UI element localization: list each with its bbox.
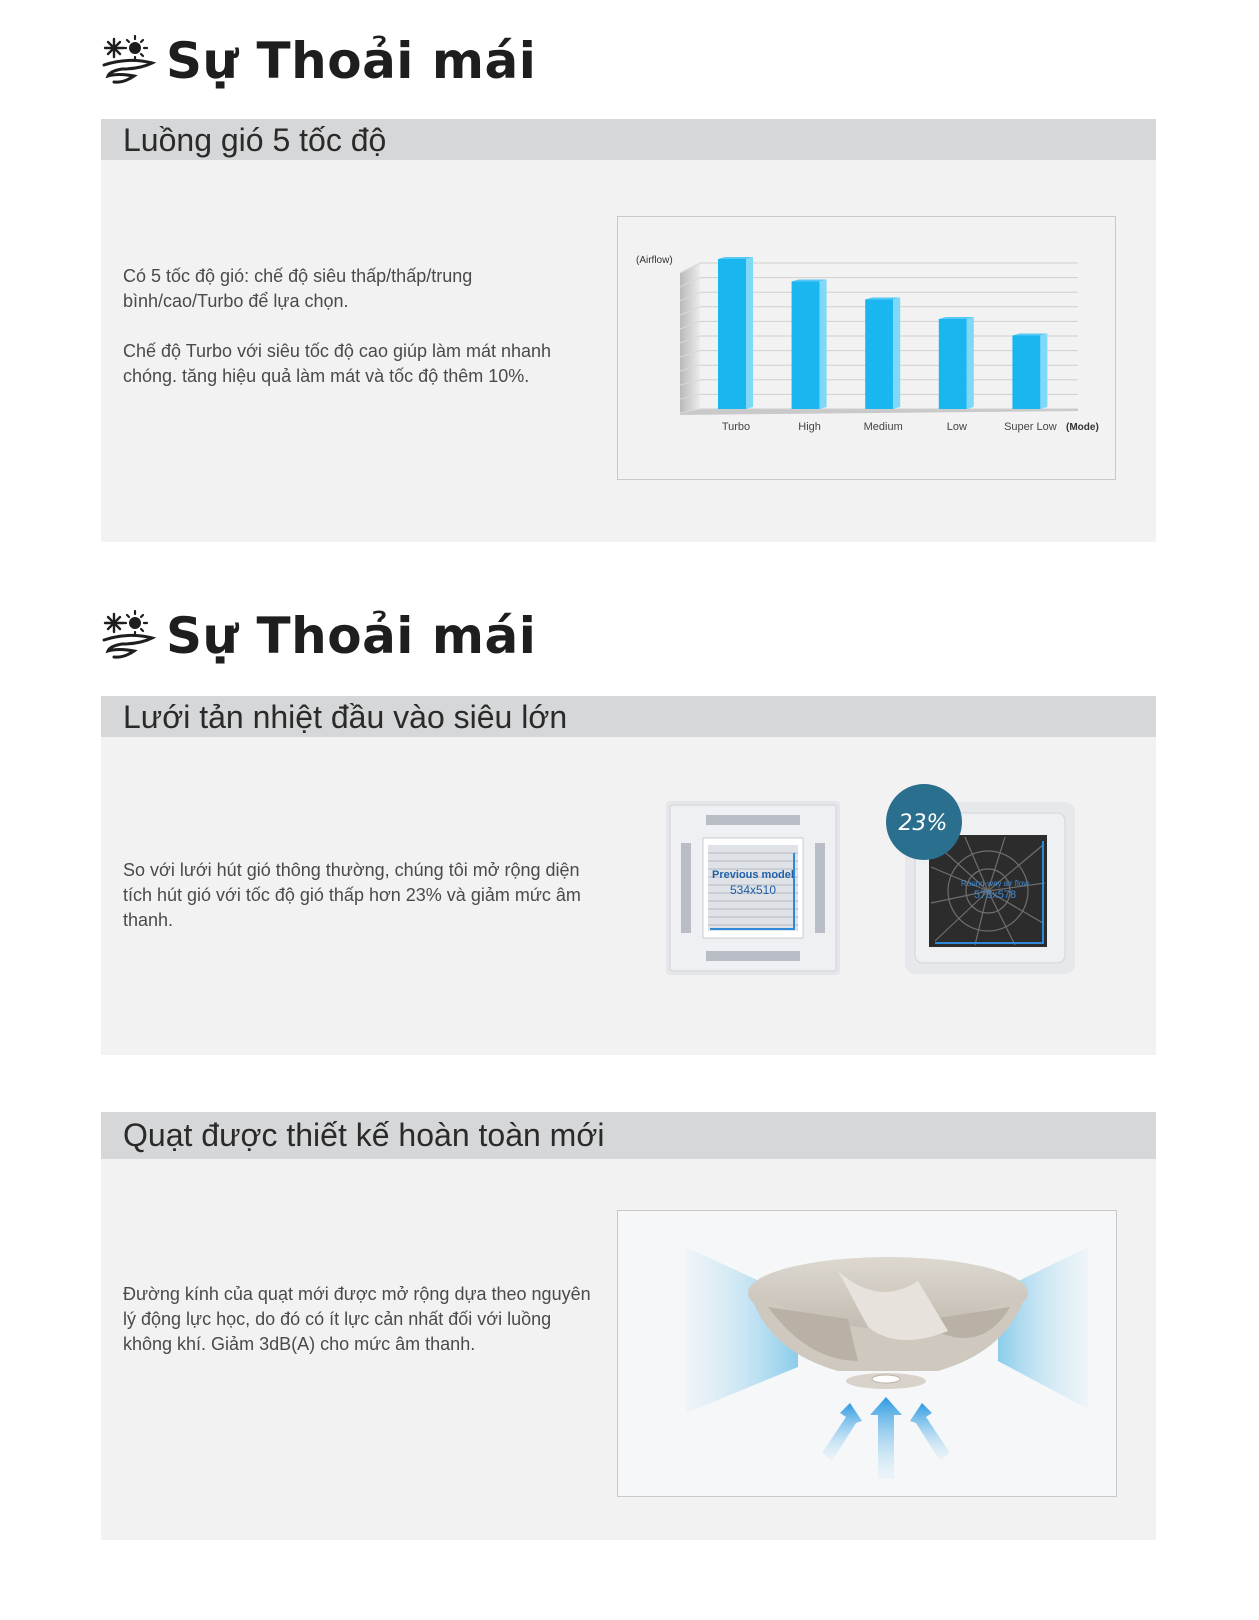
chart-bar: [1012, 336, 1040, 410]
previous-model-image: [666, 801, 840, 975]
description-paragraph: Đường kính của quạt mới được mở rộng dựa theo nguyên lý động lực học, do đó có ít lực cản nhất đối với luồng không khí. Giảm 3dB(A) cho mức âm thanh.: [123, 1284, 591, 1354]
percent-badge-text: 23%: [898, 811, 948, 836]
new-model-label: Round-way air flow: [960, 879, 1030, 888]
description: [123, 858, 593, 958]
section-2-heading: [100, 607, 536, 665]
chart-xlabel: (Mode): [1066, 422, 1099, 433]
description-paragraph: Chế độ Turbo với siêu tốc độ cao giúp làm mát nhanh chóng. tăng hiệu quả làm mát và tốc độ thêm 10%.: [123, 341, 552, 386]
previous-model-size: 534x510: [729, 883, 777, 897]
chart-bar: [718, 259, 746, 409]
chart-bar-side: [820, 280, 827, 410]
chart-ylabel: (Airflow): [636, 255, 673, 266]
chart-frame: [617, 216, 1116, 480]
new-model-image: [885, 783, 1077, 976]
section-title: Quạt được thiết kế hoàn toàn mới: [123, 1117, 605, 1153]
chart-bar-side: [1040, 334, 1047, 410]
chart-bar-side: [746, 257, 753, 409]
chart-floor: [680, 409, 1078, 415]
snowflake-sun-icon: [100, 35, 158, 87]
description-paragraph: So với lưới hút gió thông thường, chúng tôi mở rộng diện tích hút gió với tốc độ gió thấp hơn 23% và giảm mức âm thanh.: [123, 860, 581, 930]
description-paragraph: Có 5 tốc độ gió: chế độ siêu thấp/thấp/trung bình/cao/Turbo để lựa chọn.: [123, 266, 473, 311]
section-title-bar: [101, 1112, 1156, 1159]
intake-arrows-icon: [822, 1397, 950, 1479]
fan-image-frame: [617, 1210, 1117, 1497]
chart-tick-label: Super Low: [1004, 421, 1057, 433]
new-model-size: 578x578: [973, 889, 1017, 901]
chart-tick-label: Medium: [863, 421, 903, 433]
chart-bar: [792, 282, 820, 410]
chart-tick-label: High: [798, 421, 821, 433]
section-title: Luồng gió 5 tốc độ: [123, 122, 387, 158]
chart-bar-side: [967, 317, 974, 409]
section-1-heading: [100, 32, 536, 90]
chart-bar: [939, 319, 967, 409]
description: [123, 1282, 593, 1382]
fan-image: [618, 1211, 1116, 1496]
section-title-bar: [101, 119, 1156, 160]
airflow-chart: [618, 217, 1115, 479]
chart-tick-label: Low: [946, 421, 967, 433]
description: [123, 264, 593, 414]
chart-bar: [865, 300, 893, 410]
snowflake-sun-icon: [100, 610, 158, 662]
chart-bar-side: [893, 298, 900, 410]
section-title-bar: [101, 696, 1156, 737]
section-title: Lưới tản nhiệt đầu vào siêu lớn: [123, 699, 568, 735]
previous-model-label: Previous model: [712, 869, 794, 881]
page-title: Sự Thoải mái: [166, 607, 537, 665]
chart-tick-label: Turbo: [721, 421, 751, 433]
page-title: Sự Thoải mái: [166, 32, 537, 90]
airflow-right: [998, 1247, 1088, 1409]
